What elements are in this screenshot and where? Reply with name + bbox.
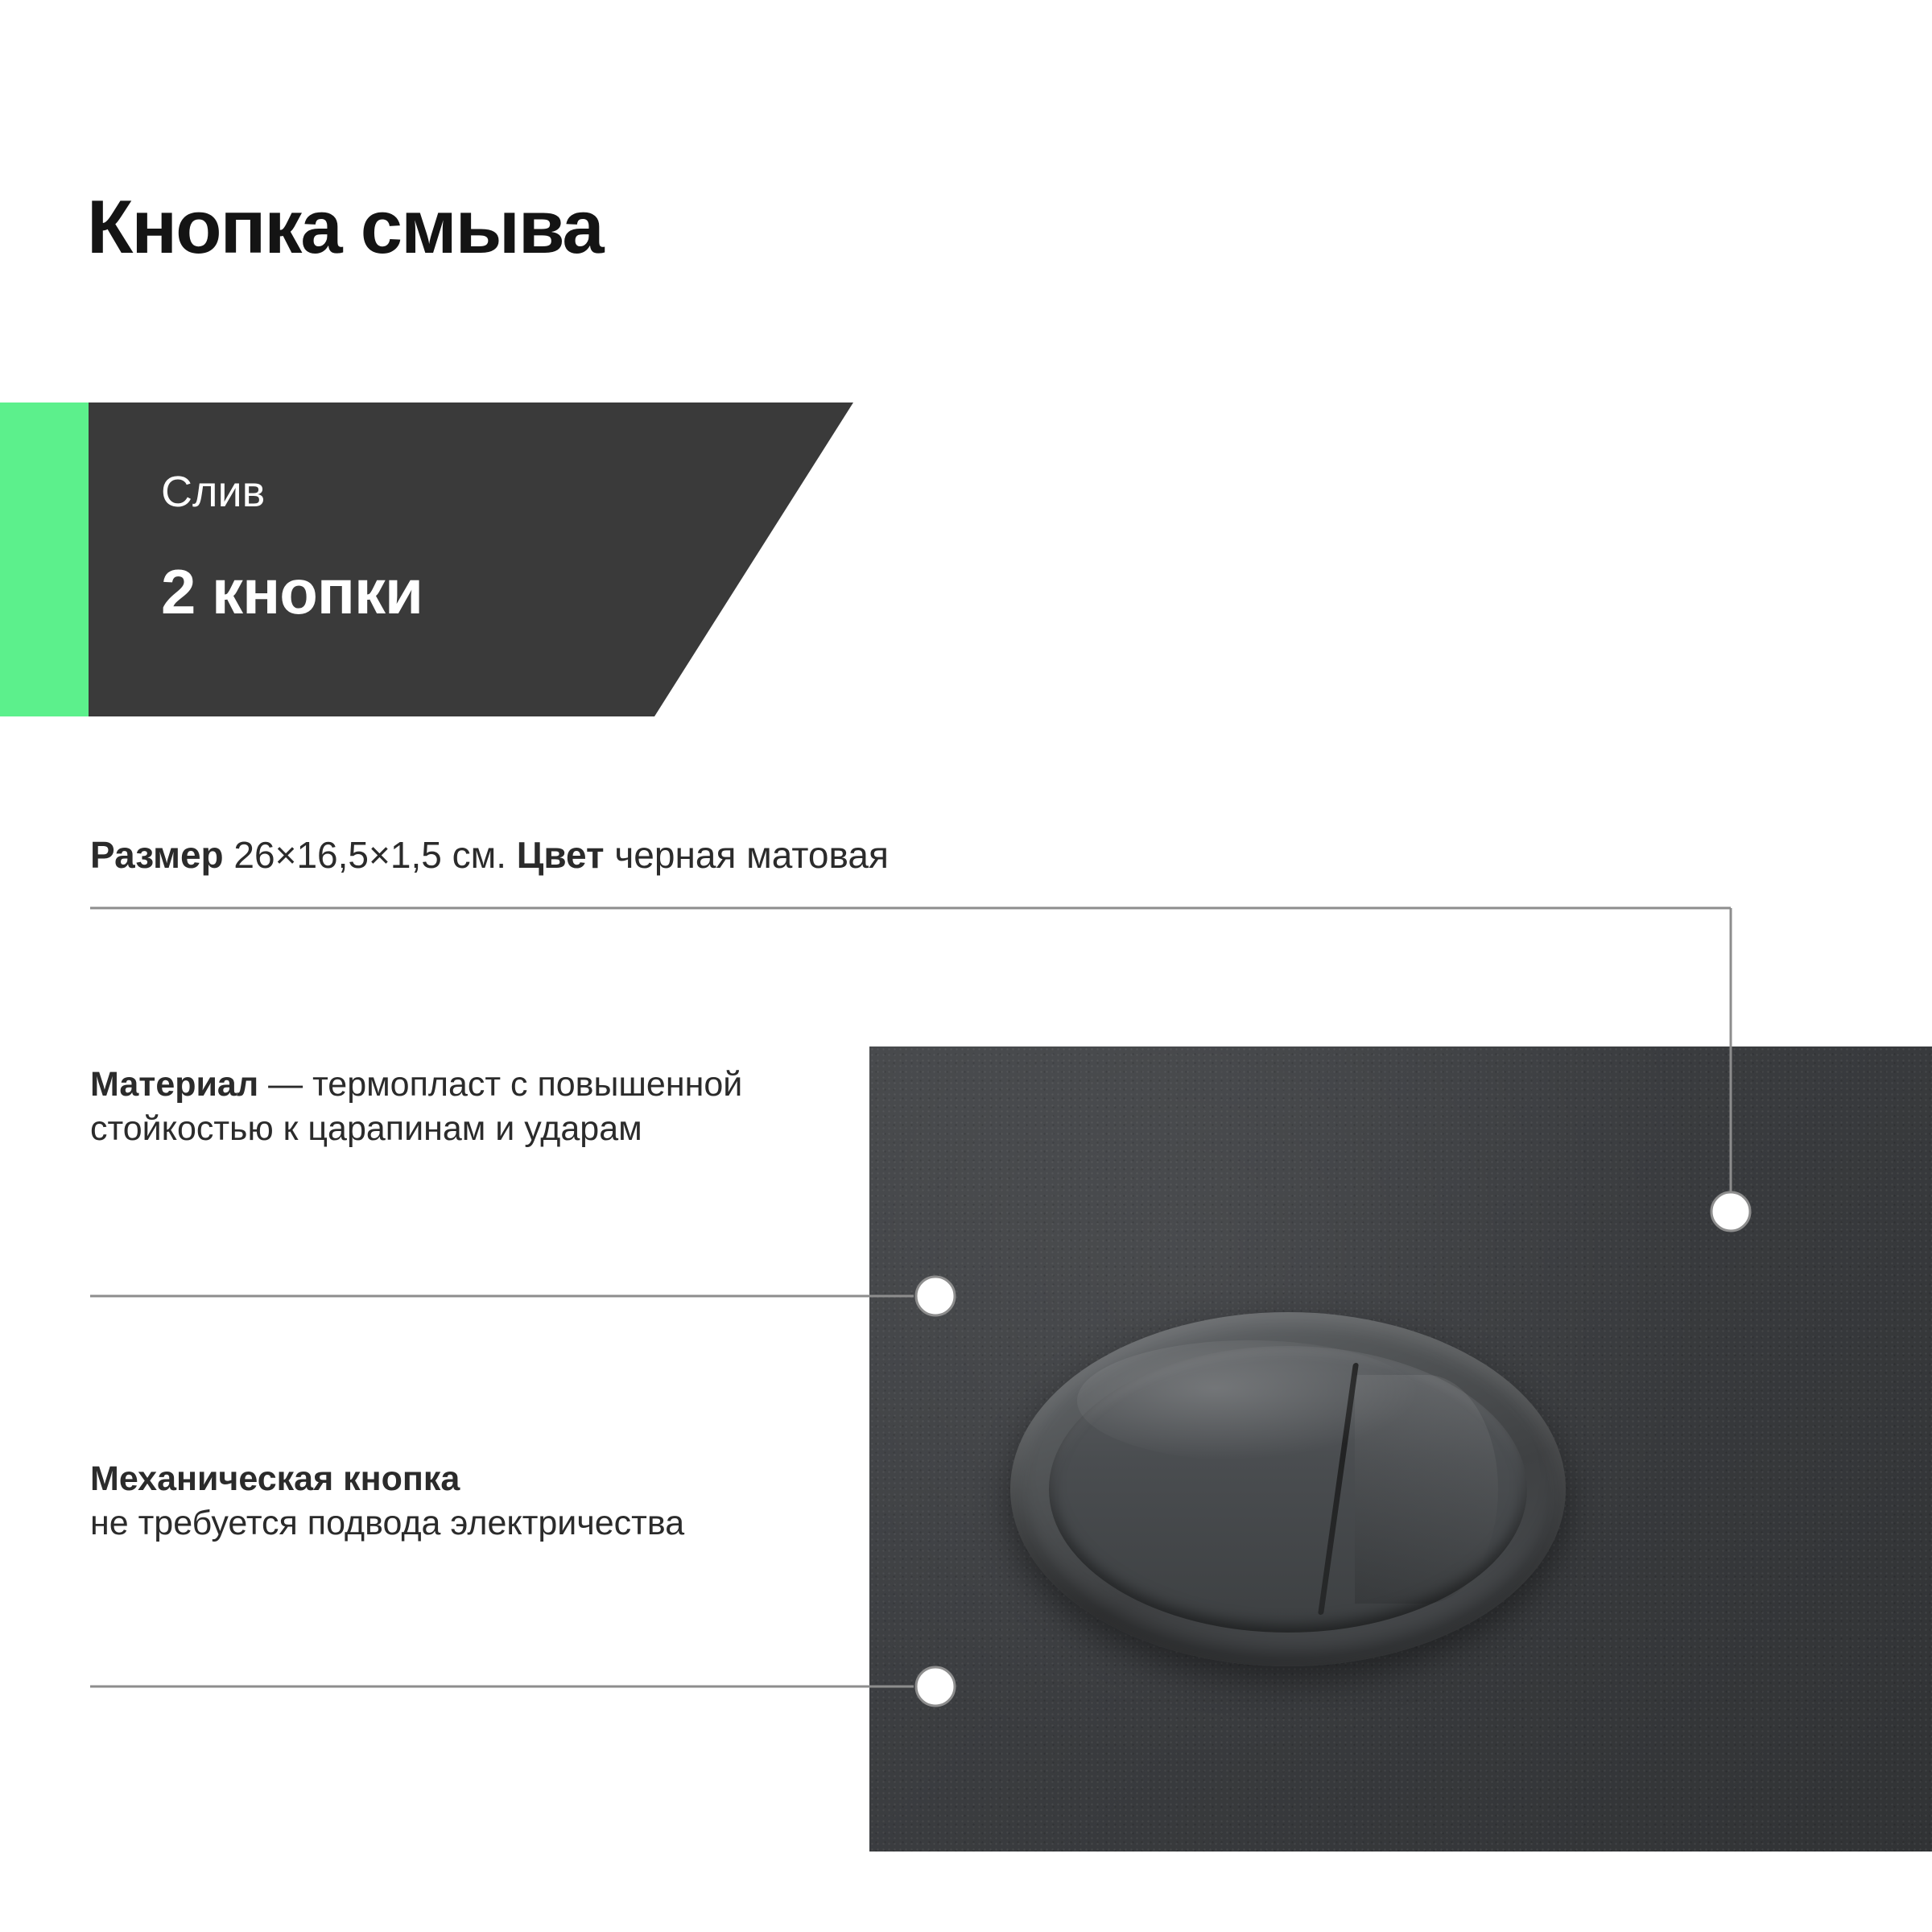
feature-material-text: — термопласт с повышенной стойкостью к царапинам и ударам <box>90 1065 743 1149</box>
button-highlight <box>1077 1340 1422 1461</box>
feature-mechanical-text: не требуется подвода электричества <box>90 1504 685 1543</box>
feature-mechanical-title: Механическая кнопка <box>90 1459 460 1498</box>
feature-mechanical <box>90 1457 815 1546</box>
feature-material <box>90 1063 815 1151</box>
spec-color-label: Цвет <box>516 834 605 876</box>
spec-size-label: Размер <box>90 834 224 876</box>
ribbon-value: 2 кнопки <box>161 556 423 627</box>
spec-line <box>90 833 889 877</box>
spec-size-value: 26×16,5×1,5 см. <box>223 834 517 876</box>
button-oval <box>1010 1312 1566 1666</box>
ribbon-label: Слив <box>161 468 266 516</box>
flush-button-photo <box>869 1046 1932 1852</box>
flush-mode-ribbon <box>0 402 869 716</box>
page-title: Кнопка смыва <box>87 184 603 269</box>
feature-material-title: Материал <box>90 1065 259 1104</box>
spec-color-value: черная матовая <box>604 834 889 876</box>
ribbon-accent-bar <box>0 402 89 716</box>
